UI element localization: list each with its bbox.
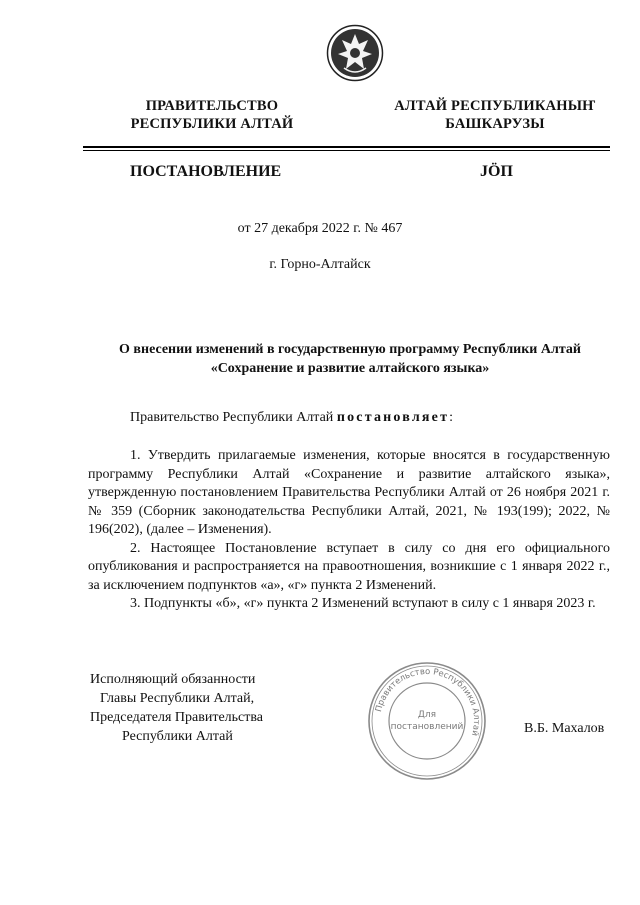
signatory-name: В.Б. Махалов [524,721,605,736]
stamp-ring-text: Правительство Республики Алтай [373,666,482,737]
signatory-line-4: Республики Алтай [122,729,233,744]
signatory-line-3: Председателя Правительства [90,710,264,725]
header-left [112,97,312,133]
official-stamp [366,660,488,782]
intro-tail: : [449,410,454,425]
header-left-line-1: ПРАВИТЕЛЬСТВО [145,98,279,114]
header-rule-thin [83,150,610,151]
republic-emblem-icon [326,24,384,82]
intro-text: Правительство Республики Алтай [130,410,337,425]
paragraph-1: 1. Утвердить прилагаемые изменения, которые вносятся в государственную программу Республики Алтай «Сохранение и развитие алтайского языка», утвержденную постановлением Правительства Республики Алтай от 26 ноября 2021 г. № 359 (Сборник законодательства Республики Алтай, 2021, № 193(199); 2022, № 196(202), (далее – Изменения). [88,448,610,537]
subject-line-1: О внесении изменений в государственную программу Республики Алтай [119,342,581,357]
paragraph-3: 3. Подпункты «б», «г» пункта 2 Изменений вступают в силу с 1 января 2023 г. [130,596,596,611]
header-left-line-2: РЕСПУБЛИКИ АЛТАЙ [130,116,294,132]
signatory-line-2: Главы Республики Алтай, [100,691,255,706]
intro-line [130,410,453,426]
signatory-line-1: Исполняющий обязанности [90,672,256,687]
header-right-line-2: БАШКАРУЗЫ [445,116,545,132]
header-rule-thick [83,146,610,148]
header-right [380,97,610,133]
paragraph-2: 2. Настоящее Постановление вступает в силу со дня его официального опубликования и распространяется на правоотношения, возникшие с 1 января 2022 г., за исключением подпунктов «а», «г» пункта 2 Изменений. [88,540,610,593]
subject-line-2: «Сохранение и развитие алтайского языка» [210,361,490,376]
document-body [88,447,610,614]
doc-type-left: ПОСТАНОВЛЕНИЕ [130,163,282,180]
stamp-center-line-1: Для [417,710,437,720]
stamp-center-line-2: постановлений [390,722,464,732]
doc-type-right: JÖП [480,163,513,180]
date-line: от 27 декабря 2022 г. № 467 [237,221,403,236]
signatory-title [90,670,290,746]
city-line: г. Горно-Алтайск [269,257,371,272]
intro-emphasis: постановляет [336,410,450,425]
header-right-line-1: АЛТАЙ РЕСПУБЛИКАНЫҤ [394,98,596,114]
document-subject [100,340,600,378]
